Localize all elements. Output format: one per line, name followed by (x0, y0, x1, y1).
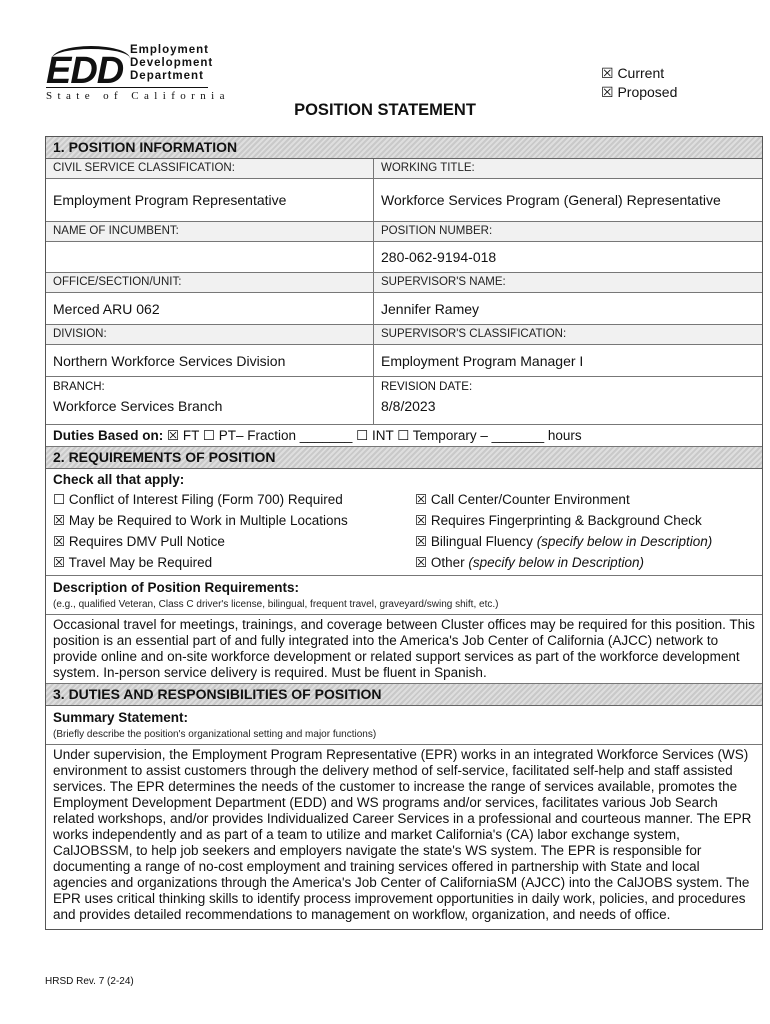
value-row (46, 293, 762, 325)
dmv-pull-checkbox[interactable]: ☒ Requires DMV Pull Notice (53, 534, 225, 549)
other-checkbox[interactable] (415, 552, 755, 573)
requirements-checklist (46, 469, 762, 576)
division-label: DIVISION: (46, 325, 374, 344)
revision-date-cell (374, 377, 762, 424)
logo-word-employment: Employment (130, 44, 210, 56)
description-note: (e.g., qualified Veteran, Class C driver's license, bilingual, frequent travel, graveyard/swing shift, etc.) (46, 597, 762, 615)
csc-label: CIVIL SERVICE CLASSIFICATION: (46, 159, 374, 178)
checklist-grid (53, 489, 755, 573)
division-field[interactable]: Northern Workforce Services Division (46, 345, 374, 376)
value-row (46, 345, 762, 377)
bilingual-label: ☒ Bilingual Fluency (415, 534, 533, 549)
duties-based-row (46, 425, 762, 447)
bilingual-checkbox[interactable] (415, 531, 755, 552)
check-all-title: Check all that apply: (53, 472, 185, 487)
edd-logo (46, 42, 230, 104)
position-number-field[interactable]: 280-062-9194-018 (381, 249, 497, 265)
logo-word-development: Development (130, 57, 214, 69)
position-form (45, 136, 763, 930)
branch-label: BRANCH: (53, 381, 105, 393)
value-row (46, 242, 762, 273)
branch-field[interactable]: Workforce Services Branch (53, 398, 223, 414)
revision-date-field[interactable]: 8/8/2023 (381, 398, 436, 414)
page-title: POSITION STATEMENT (294, 101, 476, 119)
description-text-field[interactable]: Occasional travel for meetings, trainings, and coverage between Cluster offices may be required for this position. This position is an essential part of and fully integrated into the America's Job Center of California (AJCC) network to provide online and on-site workforce development or related support services as part of the workforce development system. In-person service delivery is required. Must be fluent in Spanish. (46, 615, 762, 684)
logo-department-name (130, 44, 213, 83)
call-center-checkbox[interactable]: ☒ Call Center/Counter Environment (415, 492, 630, 507)
conflict-of-interest-checkbox[interactable]: ☐ Conflict of Interest Filing (Form 700) Required (53, 492, 343, 507)
office-field[interactable]: Merced ARU 062 (46, 293, 374, 324)
supervisor-name-label: SUPERVISOR'S NAME: (374, 273, 762, 292)
supervisor-class-field[interactable]: Employment Program Manager I (381, 352, 584, 369)
form-revision-footer: HRSD Rev. 7 (2-24) (45, 976, 134, 987)
section-1-heading: 1. POSITION INFORMATION (46, 137, 762, 159)
section-2-heading: 2. REQUIREMENTS OF POSITION (46, 447, 762, 469)
description-title: Description of Position Requirements: (53, 580, 300, 595)
incumbent-field[interactable] (46, 242, 374, 272)
summary-note: (Briefly describe the position's organizational setting and major functions) (46, 727, 762, 745)
incumbent-label: NAME OF INCUMBENT: (46, 222, 374, 241)
working-title-label: WORKING TITLE: (374, 159, 762, 178)
other-note: (specify below in Description) (468, 555, 644, 570)
csc-field[interactable]: Employment Program Representative (46, 179, 374, 221)
summary-text-field[interactable]: Under supervision, the Employment Program Representative (EPR) works in an integrated Workforce Services (WS) environment to assist customers through the delivery method of self-service, facilitated self-help and staff assisted services. The EPR determines the needs of the customer to increase the range of services available, promotes the Employment Development Department (EDD) and WS programs and/or services, facilitates various Job Search related workshops, and/or provides Individualized Career Services in a professional and courteous manner. The EPR works independently and as part of a team to utilize and market California's (CA) labor exchange system, CalJOBSSM, to help job seekers and employers navigate the state's WS system. The EPR is responsible for documenting a range of no-cost employment and training services offered in partnership with State and local agencies and organizations through the America's Job Center of CaliforniaSM (AJCC) into the CalJOBS system. The EPR uses critical thinking skills to identify process improvement opportunities in daily work, policies, and procedures and provides detailed recommendations to management on workflow, organization, and needs of office. (53, 747, 752, 922)
working-title-field[interactable]: Workforce Services Program (General) Representative (381, 191, 721, 208)
fingerprinting-checkbox[interactable]: ☒ Requires Fingerprinting & Background Check (415, 513, 702, 528)
supervisor-class-label: SUPERVISOR'S CLASSIFICATION: (374, 325, 762, 344)
branch-row (46, 377, 762, 425)
duties-based-options[interactable]: ☒ FT ☐ PT– Fraction _______ ☐ INT ☐ Temporary – _______ hours (167, 428, 582, 443)
logo-divider (46, 87, 208, 88)
status-current-checkbox[interactable]: ☒ Current (601, 65, 665, 81)
bilingual-note: (specify below in Description) (536, 534, 713, 549)
label-row (46, 222, 762, 242)
summary-title: Summary Statement: (53, 710, 189, 725)
branch-cell (46, 377, 374, 424)
office-label: OFFICE/SECTION/UNIT: (46, 273, 374, 292)
position-number-label: POSITION NUMBER: (374, 222, 762, 241)
logo-edd-text: EDD (46, 50, 124, 92)
label-row (46, 273, 762, 293)
other-label: ☒ Other (415, 555, 465, 570)
value-row (46, 179, 762, 222)
logo-word-department: Department (130, 70, 204, 82)
logo-state-text: State of California (46, 90, 230, 102)
label-row (46, 325, 762, 345)
travel-checkbox[interactable]: ☒ Travel May be Required (53, 555, 213, 570)
status-checkboxes (601, 64, 677, 102)
multiple-locations-checkbox[interactable]: ☒ May be Required to Work in Multiple Locations (53, 513, 348, 528)
revision-date-label: REVISION DATE: (381, 381, 473, 393)
section-3-heading: 3. DUTIES AND RESPONSIBILITIES OF POSITION (46, 684, 762, 706)
status-proposed-checkbox[interactable]: ☒ Proposed (601, 84, 678, 100)
supervisor-name-field[interactable]: Jennifer Ramey (381, 300, 480, 317)
duties-based-label: Duties Based on: (53, 428, 164, 443)
label-row (46, 159, 762, 179)
